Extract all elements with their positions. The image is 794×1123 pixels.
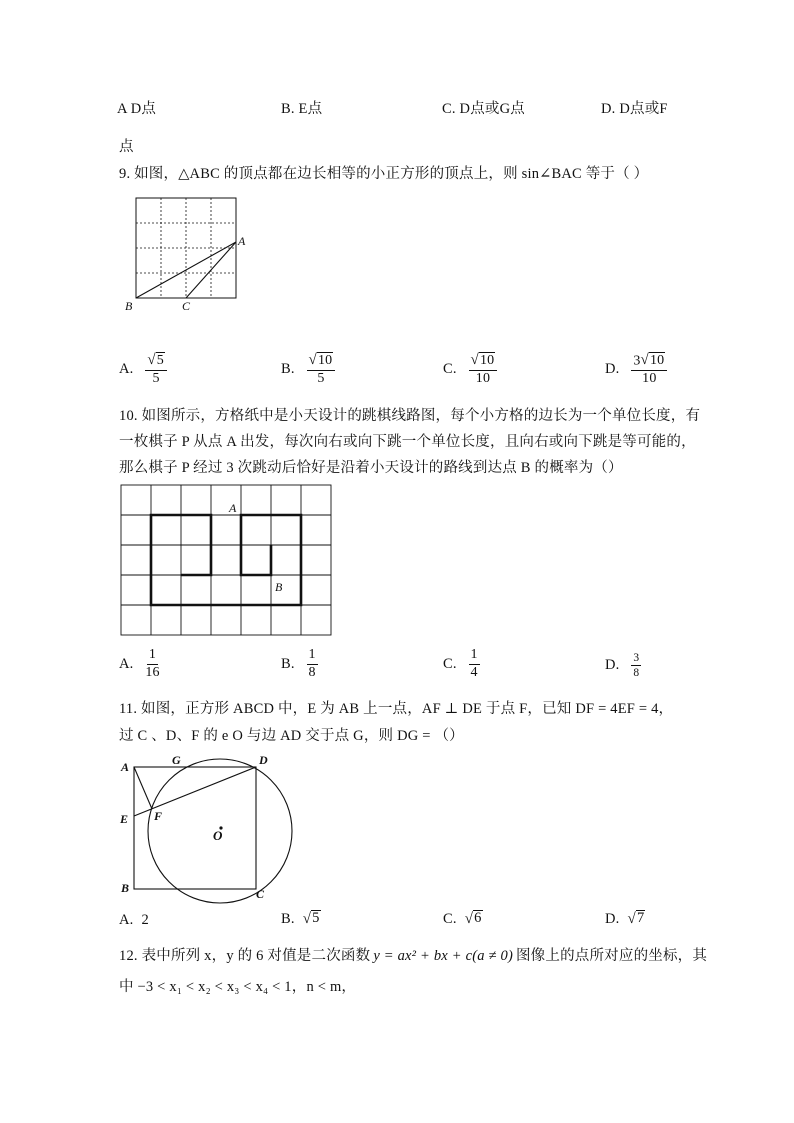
q9-label-b: B [125, 299, 133, 313]
q11-label-c: C [256, 887, 265, 901]
q9-option-c: C. √ 10 10 [443, 352, 497, 387]
q10-option-b: B. $\frac{1}{8}$ [281, 647, 316, 680]
q11-label-d: D [259, 753, 268, 767]
q8-option-c: C. D点或G点 [442, 101, 525, 117]
q11-option-d: D. √ 7 [605, 910, 645, 927]
q8-option-b: B. E点 [281, 101, 323, 117]
q11-square [134, 767, 256, 889]
q11-option-a: A. 2 [119, 912, 149, 928]
q9-option-b: B. √ 10 5 [281, 352, 335, 387]
q8-option-d: D. D点或F [601, 101, 668, 117]
q12-formula: y = ax² + bx + c(a ≠ 0) [373, 948, 513, 964]
q11-option-c: C. √ 6 [443, 910, 482, 927]
q11-figure [118, 752, 298, 901]
q11-line2: 过 C 、D、F 的 e O 与边 AD 交于点 G，则 DG = （） [119, 728, 464, 744]
q12-line2: 中 −3 < x₁ < x₂ < x₃ < x₄ < 1，n < m， [119, 979, 357, 995]
q10-label-a: A [229, 501, 237, 515]
q8-option-a: A D点 [117, 101, 157, 117]
q10-grid-figure [120, 484, 334, 638]
q8-option-d-continuation: 点 [119, 139, 134, 155]
q10-option-c: C. $\frac{1}{4}$ [443, 647, 478, 680]
q11-option-b: B. √ 5 [281, 910, 320, 927]
q10-line2: 一枚棋子 P 从点 A 出发，每次向右或向下跳一个单位长度，且向右或向下跳是等可能的， [119, 434, 696, 450]
q9-label-c: C [182, 299, 191, 313]
q11-label-b: B [121, 881, 130, 895]
q12-line1: 12. 表中所列 x，y 的 6 对值是二次函数 y = ax² + bx + c(a ≠ 0) 图像上的点所对应的坐标，其 [119, 948, 708, 964]
q11-line1: 11. 如图，正方形 ABCD 中，E 为 AB 上一点，AF ⊥ DE 于点 F，已知 DF = 4EF = 4， [119, 701, 674, 717]
q9-grid-figure [118, 190, 258, 320]
q10-option-d: D. $\frac{3}{8}$ [605, 652, 640, 680]
q11-label-e: E [120, 812, 129, 826]
q9-stem-text: 如图，△ABC 的顶点都在边长相等的小正方形的顶点上，则 sin∠BAC 等于（ ） [134, 166, 649, 182]
q11-label-a: A [121, 760, 130, 774]
q9-label-a: A [238, 234, 246, 248]
q9-number: 9. [119, 166, 131, 182]
q11-segment-af [134, 767, 152, 809]
q9-option-d: D. 3 √ 10 10 [605, 352, 667, 387]
q10-line1: 10. 如图所示，方格纸中是小天设计的跳棋线路图，每个小方格的边长为一个单位长度，有 [119, 408, 701, 424]
q11-label-o: O [213, 828, 223, 843]
q10-line3: 那么棋子 P 经过 3 次跳动后恰好是沿着小天设计的路线到达点 B 的概率为（） [119, 460, 623, 476]
q11-label-f: F [154, 809, 163, 823]
q9-stem [119, 162, 648, 183]
q9-option-a: A. √ 5 5 [119, 352, 167, 387]
q10-label-b: B [275, 580, 283, 594]
q10-option-a: A. $\frac{1}{16}$ [119, 647, 160, 680]
q11-label-g: G [172, 753, 181, 767]
